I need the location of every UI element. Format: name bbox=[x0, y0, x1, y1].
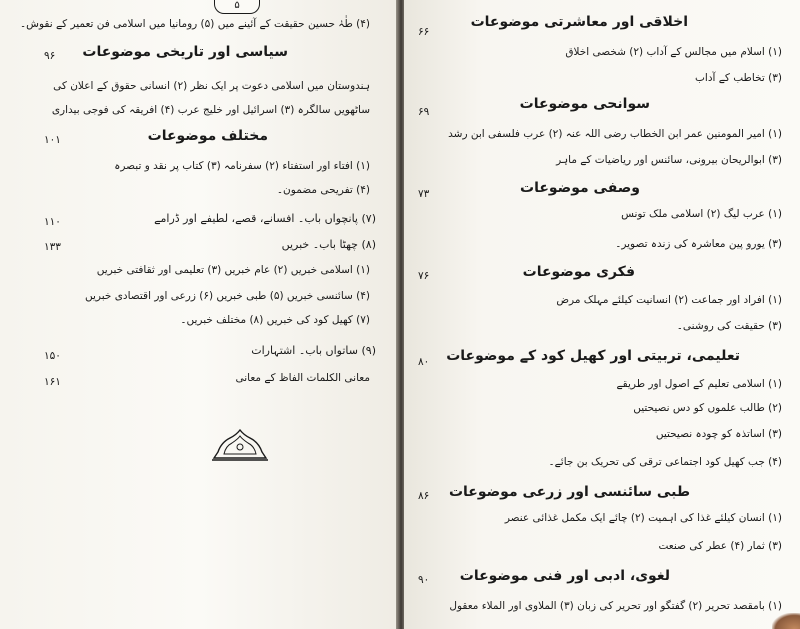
page-ref: ۷۳ bbox=[418, 188, 430, 200]
toc-line: (۷) کھیل کود کی خبریں (۸) مختلف خبریں۔ bbox=[180, 314, 370, 326]
toc-line: (۱) افتاء اور استفتاء (۲) سفرنامہ (۳) کتاب پر نقد و تبصرہ bbox=[114, 160, 370, 172]
page-ref: ۷۶ bbox=[418, 270, 430, 282]
chapter-line: (۷) پانچواں باب۔ افسانے، قصے، لطیفے اور ڈرامے bbox=[154, 212, 376, 225]
toc-line: (۳) یورو پین معاشرہ کی زندہ تصویر۔ bbox=[615, 238, 782, 250]
page-ref: ۶۶ bbox=[418, 26, 430, 38]
toc-line: (۴) جب کھیل کود اجتماعی ترقی کی تحریک بن جائے۔ bbox=[548, 456, 782, 468]
toc-line: (۴) تفریحی مضمون۔ bbox=[276, 184, 370, 196]
page-ref: ۸۶ bbox=[418, 490, 430, 502]
toc-line: (۳) اساتذہ کو چودہ نصیحتیں bbox=[655, 428, 782, 440]
toc-line: (۱) انسان کیلئے غذا کی اہمیت (۲) چائے ایک مکمل غذائی عنصر bbox=[504, 512, 782, 524]
toc-line: (۴) طٰہٰ حسین حقیقت کے آئینے میں (۵) رومانیا میں اسلامی فن تعمیر کے نقوش۔ bbox=[19, 18, 370, 30]
toc-line: (۱) امیر المومنین عمر ابن الخطاب رضی اللہ عنہ (۲) عرب فلسفی ابن رشد bbox=[448, 128, 782, 140]
page-ref: ۱۳۳ bbox=[44, 241, 61, 253]
toc-line: ساٹھویں سالگرہ (۳) اسرائیل اور خلیج عرب (۴) افریقہ کی فوجی بیداری bbox=[51, 104, 370, 116]
section-heading: وصفی موضوعات bbox=[520, 180, 640, 196]
section-heading: فکری موضوعات bbox=[522, 264, 635, 280]
toc-line: (۳) ابوالریحان بیرونی، سائنس اور ریاضیات کے ماہر bbox=[556, 154, 782, 166]
right-page bbox=[404, 0, 800, 629]
chapter-line: (۸) چھٹا باب۔ خبریں bbox=[281, 238, 376, 251]
section-heading: اخلاقی اور معاشرتی موضوعات bbox=[470, 14, 688, 30]
page-number: ۵ bbox=[214, 0, 260, 14]
left-page bbox=[0, 0, 398, 629]
toc-line: (۳) حقیقت کی روشنی۔ bbox=[676, 320, 782, 332]
thumb-shadow bbox=[772, 613, 800, 629]
chapter-line: (۹) ساتواں باب۔ اشتہارات bbox=[251, 344, 376, 357]
section-heading: تعلیمی، تربیتی اور کھیل کود کے موضوعات bbox=[446, 348, 740, 364]
toc-line: معانی الکلمات الفاظ کے معانی bbox=[235, 372, 370, 384]
ornament-icon bbox=[212, 428, 268, 462]
page-ref: ۶۹ bbox=[418, 106, 430, 118]
toc-line: (۱) بامقصد تحریر (۲) گفتگو اور تحریر کی زبان (۳) الملاوی اور الملاء معقول bbox=[449, 600, 782, 612]
page-ref: ۱۰۱ bbox=[44, 134, 61, 146]
section-heading: مختلف موضوعات bbox=[147, 128, 268, 144]
toc-line: (۳) تخاطب کے آداب bbox=[695, 72, 782, 84]
section-heading: لغوی، ادبی اور فنی موضوعات bbox=[459, 568, 670, 584]
page-ref: ۱۵۰ bbox=[44, 350, 61, 362]
page-ref: ۱۱۰ bbox=[44, 216, 61, 228]
toc-line: (۳) ثمار (۴) عطر کی صنعت bbox=[658, 540, 782, 552]
page-ref: ۸۰ bbox=[418, 356, 430, 368]
toc-line: (۱) افراد اور جماعت (۲) انسانیت کیلئے مہلک مرض bbox=[556, 294, 782, 306]
page-ref: ۹۶ bbox=[44, 50, 56, 62]
toc-line: (۲) طالب علموں کو دس نصیحتیں bbox=[633, 402, 782, 414]
toc-line: (۱) اسلامی خبریں (۲) عام خبریں (۳) تعلیمی اور ثقافتی خبریں bbox=[96, 264, 370, 276]
section-heading: سیاسی اور تاریخی موضوعات bbox=[82, 44, 288, 60]
page-ref: ۱۶۱ bbox=[44, 376, 61, 388]
section-heading: طبی سائنسی اور زرعی موضوعات bbox=[448, 484, 690, 500]
toc-line: (۱) اسلام میں مجالس کے آداب (۲) شخصی اخلاق bbox=[565, 46, 782, 58]
page-ref: ۹۰ bbox=[418, 574, 430, 586]
toc-line: ہندوستان میں اسلامی دعوت پر ایک نظر (۲) انسانی حقوق کے اعلان کی bbox=[53, 80, 370, 92]
toc-line: (۴) سائنسی خبریں (۵) طبی خبریں (۶) زرعی اور اقتصادی خبریں bbox=[84, 290, 370, 302]
section-heading: سوانحی موضوعات bbox=[519, 96, 650, 112]
toc-line: (۱) عرب لیگ (۲) اسلامی ملک تونس bbox=[621, 208, 782, 220]
toc-line: (۱) اسلامی تعلیم کے اصول اور طریقے bbox=[616, 378, 782, 390]
